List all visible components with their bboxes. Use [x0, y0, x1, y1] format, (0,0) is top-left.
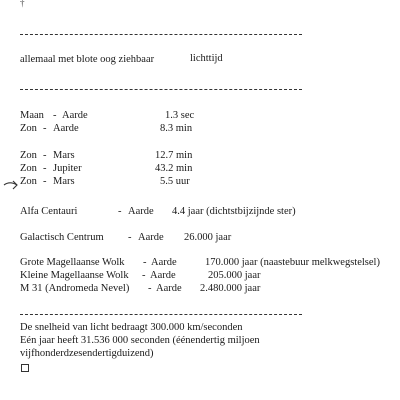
row-from: Zon	[20, 176, 37, 187]
corner-mark: †	[20, 0, 25, 8]
row-dash: -	[53, 110, 57, 121]
row-to: Aarde	[150, 270, 176, 281]
divider-top	[20, 34, 302, 35]
header-label: allemaal met blote oog ziehbaar	[20, 54, 155, 65]
row-time: 1.3 sec	[165, 110, 195, 121]
row-time: 170.000 jaar (naastebuur melkwegstelsel)	[205, 257, 380, 268]
divider-upper	[20, 89, 302, 90]
row-from: Zon	[20, 123, 37, 134]
footer-line-2: Eén jaar heeft 31.536 000 seconden (éénendertig miljoen	[20, 335, 260, 346]
header-lichttijd: lichttijd	[190, 53, 223, 64]
row-dash: -	[43, 123, 47, 134]
row-from: Maan	[20, 110, 44, 121]
row-from: Zon	[20, 150, 37, 161]
row-to: Mars	[53, 150, 75, 161]
footer-line-1: De snelheid van licht bedraagt 300.000 km/seconden	[20, 322, 243, 333]
pointer-arrow-icon	[3, 178, 19, 192]
row-from: Galactisch Centrum	[20, 232, 104, 243]
row-from: Alfa Centauri	[20, 206, 78, 217]
row-time: 205.000 jaar	[208, 270, 261, 281]
row-dash: -	[143, 257, 147, 268]
row-to: Mars	[53, 176, 75, 187]
row-time: 43.2 min	[155, 163, 193, 174]
row-to: Jupiter	[53, 163, 82, 174]
row-from: M 31 (Andromeda Nevel)	[20, 283, 130, 294]
row-dash: -	[43, 150, 47, 161]
checkbox-symbol	[21, 364, 29, 372]
row-time: 2.480.000 jaar	[200, 283, 261, 294]
divider-lower	[20, 314, 302, 315]
row-time: 26.000 jaar	[184, 232, 232, 243]
row-time: 8.3 min	[160, 123, 193, 134]
row-to: Aarde	[53, 123, 79, 134]
row-to: Aarde	[138, 232, 164, 243]
row-from: Kleine Magellaanse Wolk	[20, 270, 129, 281]
row-from: Zon	[20, 163, 37, 174]
row-dash: -	[118, 206, 122, 217]
row-dash: -	[128, 232, 132, 243]
row-from: Grote Magellaanse Wolk	[20, 257, 125, 268]
row-dash: -	[43, 176, 47, 187]
row-to: Aarde	[151, 257, 177, 268]
row-time: 4.4 jaar (dichtstbijzijnde ster)	[172, 206, 296, 217]
row-time: 12.7 min	[155, 150, 193, 161]
row-dash: -	[148, 283, 152, 294]
row-to: Aarde	[128, 206, 154, 217]
row-dash: -	[43, 163, 47, 174]
row-to: Aarde	[156, 283, 182, 294]
row-dash: -	[142, 270, 146, 281]
row-to: Aarde	[62, 110, 88, 121]
footer-line-3: vijfhonderdzesendertigduizend)	[20, 348, 154, 359]
row-time: 5.5 uur	[160, 176, 190, 187]
